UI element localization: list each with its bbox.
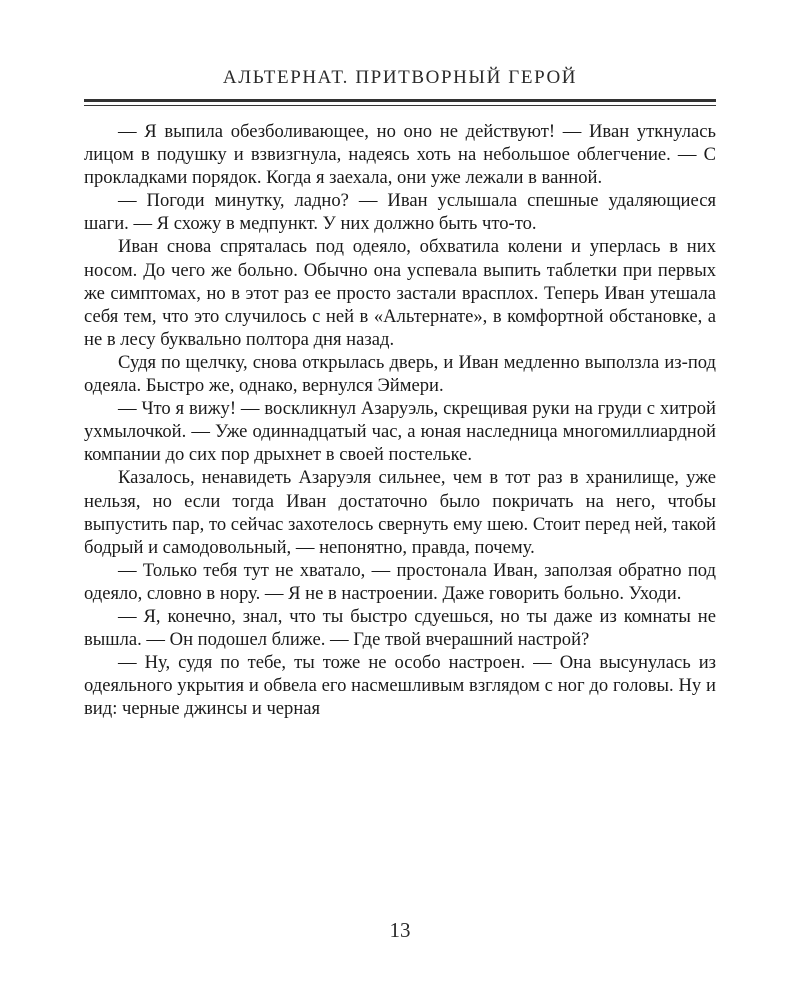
page-number: 13 xyxy=(389,918,411,942)
paragraph: — Ну, судя по тебе, ты тоже не особо настроен. — Она высунулась из одеяльного укрытия и обвела его насмешливым взглядом с ног до головы. Ну и вид: черные джинсы и черная xyxy=(84,652,716,720)
paragraph: Иван снова спряталась под одеяло, обхватила колени и уперлась в них носом. До чего же больно. Обычно она успевала выпить таблетки при первых же симптомах, но в этот раз ее просто застали врасплох. Теперь Иван утешала себя тем, что это случилось с ней в «Альтернате», в комфортной обстановке, а не в лесу буквально полтора дня назад. xyxy=(84,236,716,350)
header-rule-thin xyxy=(84,105,716,106)
header-rule-thick xyxy=(84,99,716,102)
paragraph: Судя по щелчку, снова открылась дверь, и Иван медленно выползла из-под одеяла. Быстро же, однако, вернулся Эймери. xyxy=(84,351,716,397)
paragraph: Казалось, ненавидеть Азаруэля сильнее, чем в тот раз в хранилище, уже нельзя, но если тогда Иван достаточно было покричать на него, чтобы выпустить пар, то сейчас захотелось свернуть ему шею. Стоит перед ней, такой бодрый и самодовольный, — непонятно, правда, почему. xyxy=(84,467,716,558)
paragraph: — Я выпила обезболивающее, но оно не действуют! — Иван уткнулась лицом в подушку и взвизгнула, надеясь хоть на небольшое облегчение. — С прокладками порядок. Когда я заехала, они уже лежали в ванной. xyxy=(84,121,716,189)
paragraph: — Только тебя тут не хватало, — простонала Иван, заползая обратно под одеяло, словно в нору. — Я не в настроении. Даже говорить больно. Уходи. xyxy=(84,559,716,604)
paragraph: — Что я вижу! — воскликнул Азаруэль, скрещивая руки на груди с хитрой ухмылочкой. — Уже одиннадцатый час, а юная наследница многомиллиардной компании до сих пор дрыхнет в своей постельке. xyxy=(84,398,716,466)
body-text xyxy=(84,120,716,720)
running-head: АЛЬТЕРНАТ. ПРИТВОРНЫЙ ГЕРОЙ xyxy=(222,67,578,88)
paragraph: — Погоди минутку, ладно? — Иван услышала спешные удаляющиеся шаги. — Я схожу в медпункт. У них должно быть что-то. xyxy=(84,190,716,235)
paragraph: — Я, конечно, знал, что ты быстро сдуешься, но ты даже из комнаты не вышла. — Он подошел ближе. — Где твой вчерашний настрой? xyxy=(84,605,716,651)
